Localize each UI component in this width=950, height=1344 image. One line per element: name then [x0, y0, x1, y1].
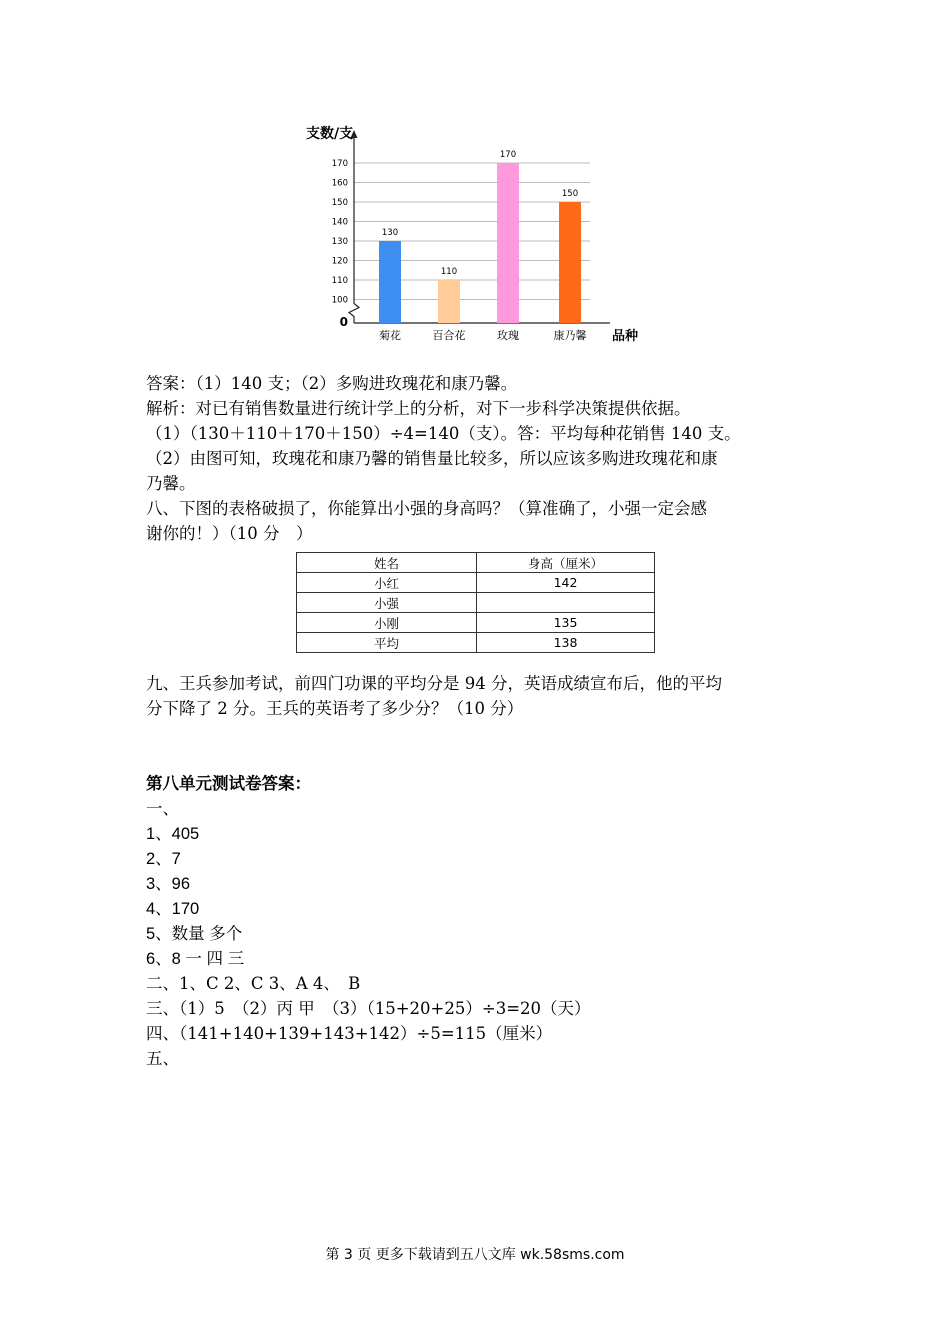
- bar-value-label: 130: [381, 228, 399, 238]
- table-row: [297, 613, 655, 633]
- y-tick-label: 0: [339, 315, 348, 329]
- answers-section-2: 二、1、C 2、C 3、A 4、 B: [146, 974, 361, 993]
- page-footer: 第 3 页 更多下载请到五八文库 wk.58sms.com: [325, 1247, 625, 1263]
- answers-section-1: 一、: [146, 799, 179, 818]
- x-axis-label: 品种: [612, 329, 639, 344]
- x-tick-label: 菊花: [379, 329, 401, 342]
- table-header-height: 身高（厘米）: [477, 553, 655, 573]
- y-tick-label: 120: [331, 256, 348, 267]
- solution-line-2: （2）由图可知，玫瑰花和康乃馨的销售量比较多，所以应该多购进玫瑰花和康: [146, 449, 718, 468]
- answer-item: 5、数量 多个: [146, 925, 243, 943]
- answers-section-5: 五、: [146, 1049, 179, 1068]
- bar-3: [559, 202, 581, 323]
- answer-item: 4、170: [146, 900, 200, 918]
- y-tick-label: 170: [331, 159, 348, 169]
- question-9-line-2: 分下降了 2 分。王兵的英语考了多少分？（10 分）: [146, 699, 524, 718]
- x-tick-label: 百合花: [432, 329, 466, 342]
- bar-value-label: 170: [499, 150, 517, 160]
- table-row: [297, 593, 655, 613]
- y-tick-label: 110: [331, 276, 348, 286]
- axis-break-mark: [349, 304, 359, 324]
- table-cell: 135: [477, 613, 655, 633]
- x-tick-label: 康乃馨: [553, 329, 587, 342]
- bar-value-label: 150: [561, 189, 579, 199]
- table-cell: 平均: [297, 633, 477, 653]
- answers-section-3: 三、（1）5 （2）丙 甲 （3）（15+20+25）÷3=20（天）: [146, 999, 591, 1018]
- question-9-line-1: 九、王兵参加考试，前四门功课的平均分是 94 分，英语成绩宣布后，他的平均: [146, 674, 722, 693]
- answer-item: 2、7: [146, 850, 181, 868]
- solution-line-1: （1）（130＋110＋170＋150）÷4=140（支）。答：平均每种花销售 140 支。: [146, 424, 741, 443]
- answer-item: 3、96: [146, 875, 191, 893]
- table-header-row: [297, 553, 655, 573]
- y-tick-label: 130: [331, 237, 348, 247]
- table-cell: 138: [477, 633, 655, 653]
- answer-item: 6、8 一 四 三: [146, 950, 245, 968]
- table-cell: [477, 593, 655, 613]
- answer-line-1: 答案：（1）140 支；（2）多购进玫瑰花和康乃馨。: [146, 374, 518, 393]
- question-8-line-2: 谢你的！）（10 分 ）: [146, 524, 313, 543]
- bar-2: [497, 163, 519, 323]
- table-cell: 小刚: [297, 613, 477, 633]
- analysis-line: 解析：对已有销售数量进行统计学上的分析，对下一步科学决策提供依据。: [146, 399, 691, 418]
- bar-value-label: 110: [440, 267, 458, 277]
- x-tick-label: 玫瑰: [497, 329, 519, 342]
- table-row: [297, 573, 655, 593]
- table-row: [297, 633, 655, 653]
- bar-0: [379, 241, 401, 323]
- bar-chart: [290, 118, 660, 350]
- answers-title: 第八单元测试卷答案：: [146, 774, 311, 793]
- answers-section-4: 四、（141+140+139+143+142）÷5=115（厘米）: [146, 1024, 553, 1043]
- table-cell: 小红: [297, 573, 477, 593]
- bar-1: [438, 280, 460, 323]
- table-cell: 142: [477, 573, 655, 593]
- y-tick-label: 150: [331, 198, 348, 208]
- solution-line-3: 乃馨。: [146, 474, 196, 493]
- answer-item: 1、405: [146, 825, 200, 843]
- y-axis-label: 支数/支: [306, 126, 354, 142]
- question-8-line-1: 八、下图的表格破损了，你能算出小强的身高吗？（算准确了，小强一定会感: [146, 499, 707, 518]
- table-header-name: 姓名: [297, 553, 477, 573]
- height-table: [296, 552, 655, 653]
- y-tick-label: 160: [331, 178, 348, 189]
- y-tick-label: 140: [331, 217, 348, 228]
- y-tick-label: 100: [331, 295, 348, 306]
- table-cell: 小强: [297, 593, 477, 613]
